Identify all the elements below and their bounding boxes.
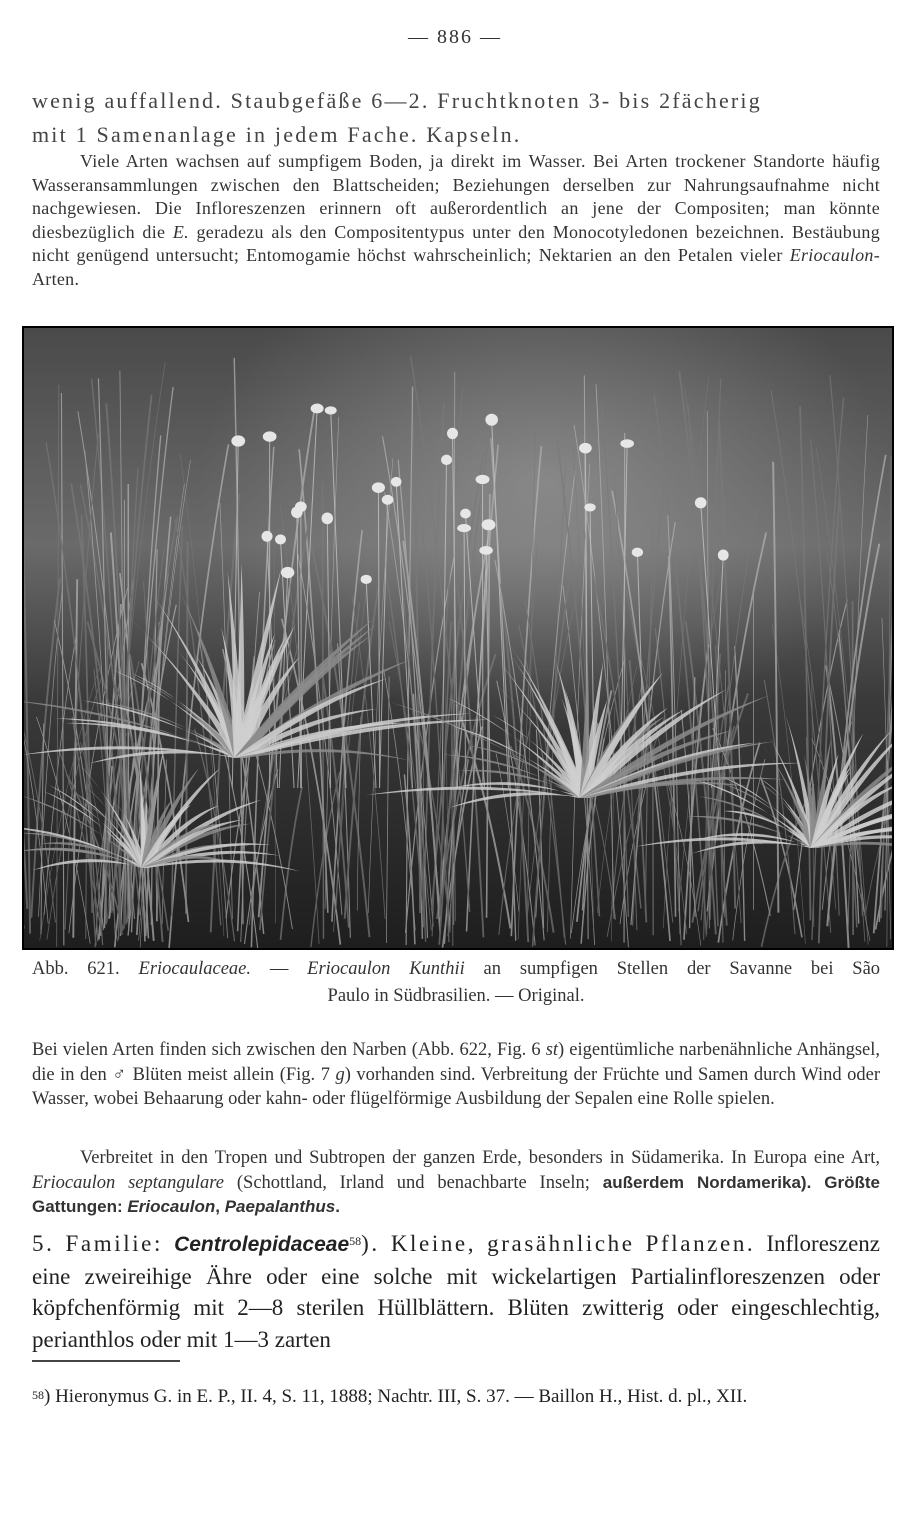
verbreitung-text-a: Verbreitet in den Tropen und Subtropen der ganzen Erde, besonders in Südamerika. In Europa eine Art, [80, 1148, 880, 1168]
photo-grass-plants-icon [24, 328, 892, 948]
verbreitung-genus2: Paepalanthus [224, 1197, 336, 1216]
ecology-text-b: geradezu als den Compositentypus unter den Monocotyledonen bezeichnen. Bestäubung nicht genügend untersucht; Entomogamie höchst wahrscheinlich; Nektarien an den Petalen vieler [32, 221, 880, 265]
caption-rest: an sumpfigen Stellen der Savanne bei São [464, 959, 881, 979]
top-paragraph-line2: mit 1 Samenanlage in jedem Fache. Kapseln. [32, 122, 522, 147]
family-paragraph [32, 1228, 880, 1355]
footnote-marker: 58 [32, 1388, 44, 1402]
family-text-b: Infloreszenz eine zweireihige Ähre oder eine solche mit wickelartigen Partialinfloreszenzen oder köpfchenförmig mit 2—8 sterilen Hüllblättern. Blüten zwitterig oder eingeschlechtig, perianthlos oder mit 1—3 zarten [32, 1231, 880, 1352]
caption-label: Abb. 621. [32, 959, 120, 979]
paragraph-narben [32, 1038, 880, 1112]
verbreitung-bold-text: außerdem Nordamerika). Größte Gattungen: [32, 1172, 880, 1216]
verbreitung-text-b: (Schottland, Irland und benachbarte Inseln; [224, 1172, 603, 1193]
narben-text-b: ) eigentümliche narbenähnliche Anhängsel, die in den [32, 1040, 880, 1085]
verbreitung-species: Eriocaulon septangulare [32, 1172, 225, 1193]
ecology-genus: Eriocaulon [789, 245, 874, 265]
top-paragraph [32, 84, 880, 152]
caption-family: Eriocaulaceae. [138, 959, 252, 979]
figure-caption [32, 956, 880, 1010]
narben-g: g [335, 1064, 345, 1085]
verbreitung-genus1: Eriocaulon [127, 1197, 216, 1216]
ecology-abbr: E. [172, 221, 189, 242]
caption-line1 [32, 956, 880, 983]
ecology-paragraph [32, 150, 880, 291]
footnote [32, 1384, 880, 1410]
footnote-divider [32, 1360, 180, 1362]
footnote-ref[interactable]: 58 [349, 1234, 362, 1248]
male-symbol-icon: ♂ [112, 1064, 128, 1085]
narben-text-a: Bei vielen Arten finden sich zwischen den Narben (Abb. 622, Fig. 6 [32, 1040, 546, 1060]
caption-species: Eriocaulon Kunthii [307, 959, 465, 979]
caption-line2: Paulo in Südbrasilien. — Original. [327, 986, 585, 1006]
narben-text-c: Blüten meist allein (Fig. 7 [127, 1064, 336, 1085]
narben-text-d: ) vorhanden sind. Verbreitung der Früchte und Samen durch Wind oder Wasser, wobei Behaarung oder kahn- oder flügelförmige Ausbildung der Sepalen eine Rolle spielen. [32, 1064, 881, 1109]
paragraph-verbreitung [32, 1146, 880, 1220]
ecology-text-c: -Arten. [32, 245, 880, 289]
verbreitung-sep: , [215, 1197, 225, 1216]
narben-st: st [545, 1040, 559, 1060]
family-name: Centrolepidaceae [174, 1233, 350, 1256]
footnote-text: ) Hieronymus G. in E. P., II. 4, S. 11, 1888; Nachtr. III, S. 37. — Baillon H., Hist. d. pl., XII. [44, 1386, 748, 1407]
caption-dash: — [251, 959, 308, 979]
family-number: 5. Familie: [32, 1231, 175, 1256]
top-paragraph-line1: wenig auffallend. Staubgefäße 6—2. Fruchtknoten 3- bis 2fächerig [32, 88, 762, 113]
figure-photo [22, 326, 894, 950]
family-text-a: ). Kleine, grasähnliche Pflanzen. [361, 1231, 767, 1256]
ecology-text-a: Viele Arten wachsen auf sumpfigem Boden, ja direkt im Wasser. Bei Arten trockener Standorte häufig Wasseransammlungen zwischen den Blattscheiden; Beziehungen derselben zur Nahrungsaufnahme nicht nachgewiesen. Die Infloreszenzen erinnern oft außerordentlich an jene der Compositen; man könnte diesbezüglich die [32, 151, 880, 242]
page-number: — 886 — [408, 26, 502, 48]
verbreitung-end: . [335, 1197, 340, 1216]
